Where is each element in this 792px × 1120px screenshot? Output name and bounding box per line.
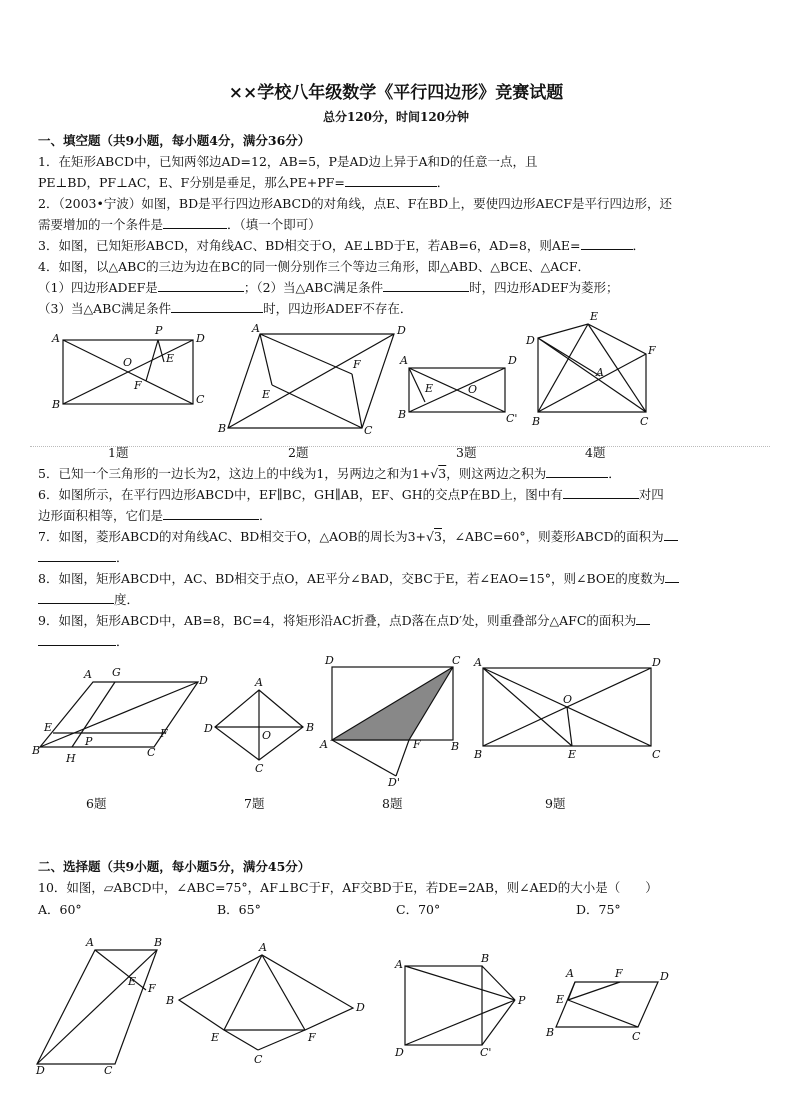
caption-fig4: 4题 xyxy=(585,445,606,460)
q6-text3: 边形面积相等，它们是 xyxy=(38,508,164,523)
fig10b-label-E: E xyxy=(211,1031,220,1044)
fig10a-label-C: C xyxy=(104,1064,113,1077)
fig6-label-G: G xyxy=(112,666,121,679)
fig9-label-A: A xyxy=(474,656,482,669)
q2-line1: 2．（2003•宁波）如图，BD是平行四边形ABCD的对角线，点E、F在BD上，要使四边形AECF是平行四边形，还 xyxy=(38,196,673,211)
figure-6 xyxy=(40,682,198,747)
fig7-label-B: B xyxy=(306,721,315,734)
fig7-label-A: A xyxy=(255,676,263,689)
q6-text: 6．如图所示，在平行四边形ABCD中，EF∥BC，GH∥AB，EF、GH的交点P在BD上，图中有 xyxy=(38,487,563,502)
q8-answer-blank-b[interactable] xyxy=(38,591,114,604)
caption-fig8: 8题 xyxy=(382,796,403,811)
fig10c-label-B: B xyxy=(481,952,490,965)
q8-answer-blank-a[interactable] xyxy=(665,570,679,583)
q10-option-b[interactable]: B．65° xyxy=(217,902,261,917)
q6-text2: 对四 xyxy=(638,487,664,502)
fig1-label-D: D xyxy=(196,332,205,345)
q1-text: PE⊥BD，PF⊥AC，E、F分别是垂足，那么PE+PF= xyxy=(38,175,345,190)
fig1-label-B: B xyxy=(52,398,61,411)
caption-fig9: 9题 xyxy=(545,796,566,811)
fig1-label-A: A xyxy=(52,332,60,345)
fig3-label-C: C' xyxy=(506,412,518,425)
figure-2 xyxy=(228,334,394,428)
fig1-label-E: E xyxy=(166,352,175,365)
fig1-label-C: C xyxy=(196,393,205,406)
figure-10b xyxy=(179,955,353,1050)
fig2-label-F: F xyxy=(353,358,361,371)
caption-fig7: 7题 xyxy=(244,796,265,811)
fig6-label-P: P xyxy=(85,735,93,748)
fig3-label-O: O xyxy=(468,383,478,396)
q8-line1 xyxy=(38,569,679,587)
fig4-label-C: C xyxy=(640,415,649,428)
figure-1 xyxy=(63,340,193,404)
fig8-label-D: D xyxy=(325,654,334,667)
fig10d-label-D: D xyxy=(660,970,669,983)
fig10c-label-P: P xyxy=(518,994,526,1007)
q4-part2: ；（2）当△ABC满足条件 xyxy=(243,280,384,295)
q4-part3: （3）当△ABC满足条件 xyxy=(38,301,172,316)
fig7-label-C: C xyxy=(255,762,264,775)
q7-line1: 7．如图，菱形ABCD的对角线AC、BD相交于O，△AOB的周长为3+√3，∠ABC=60°，则菱形ABCD的面积为 xyxy=(38,527,678,545)
fig10b-label-A: A xyxy=(259,941,267,954)
fig8-label-B: B xyxy=(451,740,460,753)
caption-fig3: 3题 xyxy=(456,445,477,460)
fig9-label-B: B xyxy=(474,748,483,761)
fig3-label-E: E xyxy=(425,382,434,395)
fig8-label-F: F xyxy=(413,738,421,751)
q7-line2 xyxy=(38,548,129,566)
fig2-label-A: A xyxy=(252,322,260,335)
fig10a-label-E: E xyxy=(128,975,137,988)
fig7-label-O: O xyxy=(262,729,272,742)
q1-end: ． xyxy=(436,175,450,190)
q10-option-a[interactable]: A．60° xyxy=(38,902,82,917)
q7-sqrt: 3 xyxy=(434,529,442,544)
q5-text: 5．已知一个三角形的一边长为2，这边上的中线为1，另两边之和为1+ xyxy=(38,466,431,481)
q6-answer-blank-1[interactable] xyxy=(563,486,639,499)
fig10d-label-E: E xyxy=(556,993,565,1006)
fig3-label-D: D xyxy=(508,354,517,367)
q10-option-d[interactable]: D．75° xyxy=(576,902,621,917)
fig10a-label-A: A xyxy=(86,936,94,949)
q9-line1 xyxy=(38,611,650,629)
fig3-label-B: B xyxy=(398,408,407,421)
q9-line2 xyxy=(38,632,129,650)
section1-heading: 一、填空题（共9小题，每小题4分，满分36分） xyxy=(38,133,311,148)
fig6-label-H: H xyxy=(66,752,76,765)
figure-4 xyxy=(538,324,646,412)
fig10c-label-D: D xyxy=(395,1046,404,1059)
fig6-label-D: D xyxy=(199,674,208,687)
q6-end: ． xyxy=(259,508,272,523)
q5-line: 5．已知一个三角形的一边长为2，这边上的中线为1，另两边之和为1+√3，则这两边之积为 ． xyxy=(38,466,621,481)
figure-10c xyxy=(405,966,515,1045)
fig9-label-C: C xyxy=(652,748,661,761)
divider xyxy=(30,446,770,447)
q7-end: ． xyxy=(116,550,129,565)
fig1-label-F: F xyxy=(134,379,142,392)
fig10d-label-A: A xyxy=(566,967,574,980)
fig2-label-E: E xyxy=(262,388,271,401)
figure-8 xyxy=(332,667,453,776)
fig6-label-E: E xyxy=(44,721,53,734)
fig10b-label-F: F xyxy=(308,1031,316,1044)
fig4-label-B: B xyxy=(532,415,541,428)
fig4-label-F: F xyxy=(648,344,656,357)
fig1-label-P: P xyxy=(155,324,163,337)
fig10a-label-D: D xyxy=(36,1064,45,1077)
fig2-label-D: D xyxy=(397,324,406,337)
fig7-label-D: D xyxy=(204,722,213,735)
q6-line2 xyxy=(38,506,272,524)
q5-text2: ，则这两边之积为 xyxy=(446,466,547,481)
q10-option-c[interactable]: C．70° xyxy=(396,902,441,917)
fig9-label-E: E xyxy=(568,748,577,761)
caption-fig6: 6题 xyxy=(86,796,107,811)
fig10d-label-C: C xyxy=(632,1030,641,1043)
fig8-label-A: A xyxy=(320,738,328,751)
q5-end: ． xyxy=(608,466,621,481)
fig10d-label-F: F xyxy=(615,967,623,980)
q6-line1 xyxy=(38,485,664,503)
q8-line2 xyxy=(38,590,139,608)
fig6-label-F: F xyxy=(160,727,168,740)
q8-end: 度． xyxy=(114,592,140,607)
page-subtitle: 总分120分，时间120分钟 xyxy=(322,110,470,124)
q3-text: 3．如图，已知矩形ABCD，对角线AC、BD相交于O，AE⊥BD于E，若AB=6，AD=8，则AE= xyxy=(38,238,581,253)
q9-answer-blank-a[interactable] xyxy=(636,612,650,625)
fig10c-label-C: C' xyxy=(480,1046,492,1059)
q2-end: ．（填一个即可） xyxy=(227,217,321,232)
fig4-label-A: A xyxy=(596,366,604,379)
q1-line1: 1．在矩形ABCD中，已知两邻边AD=12，AB=5，P是AD边上异于A和D的任意一点，且 xyxy=(38,154,538,169)
fig10c-label-A: A xyxy=(395,958,403,971)
figure-9 xyxy=(483,668,651,746)
fig4-label-E: E xyxy=(590,310,599,323)
fig10b-label-C: C xyxy=(254,1053,263,1066)
caption-fig2: 2题 xyxy=(288,445,309,460)
q4-part1: （1）四边形ADEF是 xyxy=(38,280,158,295)
q9-text: 9．如图，矩形ABCD中，AB=8，BC=4，将矩形沿AC折叠，点D落在点D′处，则重叠部分△AFC的面积为 xyxy=(38,613,637,628)
q7-answer-blank-a[interactable] xyxy=(664,528,678,541)
fig9-label-D: D xyxy=(652,656,661,669)
page-title: ××学校八年级数学《平行四边形》竞赛试题 xyxy=(228,83,564,103)
q2-text: 需要增加的一个条件是 xyxy=(38,217,164,232)
q6-answer-blank-2[interactable] xyxy=(163,507,259,520)
fig10a-label-B: B xyxy=(154,936,163,949)
q10-text: 10．如图，▱ABCD中，∠ABC=75°，AF⊥BC于F，AF交BD于E，若DE=2AB，则∠AED的大小是（ ） xyxy=(38,880,658,895)
q4-part2-end: 时，四边形ADEF为菱形； xyxy=(469,280,619,295)
figure-10d xyxy=(556,982,658,1027)
q9-answer-blank-b[interactable] xyxy=(38,633,116,646)
fig6-label-A: A xyxy=(84,668,92,681)
fig8-label-C: C xyxy=(452,654,461,667)
fig2-label-B: B xyxy=(218,422,227,435)
q4-line1: 4．如图，以△ABC的三边为边在BC的同一侧分别作三个等边三角形，即△ABD、△BCE、△ACF． xyxy=(38,259,591,274)
fig8-label-D-prime: D' xyxy=(388,776,400,789)
fig10a-label-F: F xyxy=(148,982,156,995)
fig10b-label-B: B xyxy=(166,994,175,1007)
q7-text2: ，∠ABC=60°，则菱形ABCD的面积为 xyxy=(441,529,664,544)
q9-end: ． xyxy=(116,634,129,649)
q8-text: 8．如图，矩形ABCD中，AC、BD相交于点O，AE平分∠BAD，交BC于E，若∠EAO=15°，则∠BOE的度数为 xyxy=(38,571,666,586)
fig4-label-D: D xyxy=(526,334,535,347)
q4-part3-end: 时，四边形ADEF不存在． xyxy=(263,301,413,316)
fig1-label-O: O xyxy=(123,356,133,369)
fig6-label-C: C xyxy=(147,746,156,759)
fig9-label-O: O xyxy=(563,693,573,706)
fig2-label-C: C xyxy=(364,424,373,437)
fig6-label-B: B xyxy=(32,744,41,757)
fig3-label-A: A xyxy=(400,354,408,367)
q5-sqrt: 3 xyxy=(438,466,447,481)
fig10d-label-B: B xyxy=(546,1026,555,1039)
figure-3 xyxy=(409,368,505,412)
q7-answer-blank-b[interactable] xyxy=(38,549,116,562)
q3-end: ． xyxy=(632,238,646,253)
figure-10a xyxy=(37,950,157,1064)
q7-text: 7．如图，菱形ABCD的对角线AC、BD相交于O，△AOB的周长为3+ xyxy=(38,529,427,544)
section2-heading: 二、选择题（共9小题，每小题5分，满分45分） xyxy=(38,859,311,874)
figure-7 xyxy=(215,690,303,760)
q5-answer-blank[interactable] xyxy=(546,465,608,478)
fig10b-label-D: D xyxy=(356,1001,365,1014)
caption-fig1: 1题 xyxy=(108,445,129,460)
